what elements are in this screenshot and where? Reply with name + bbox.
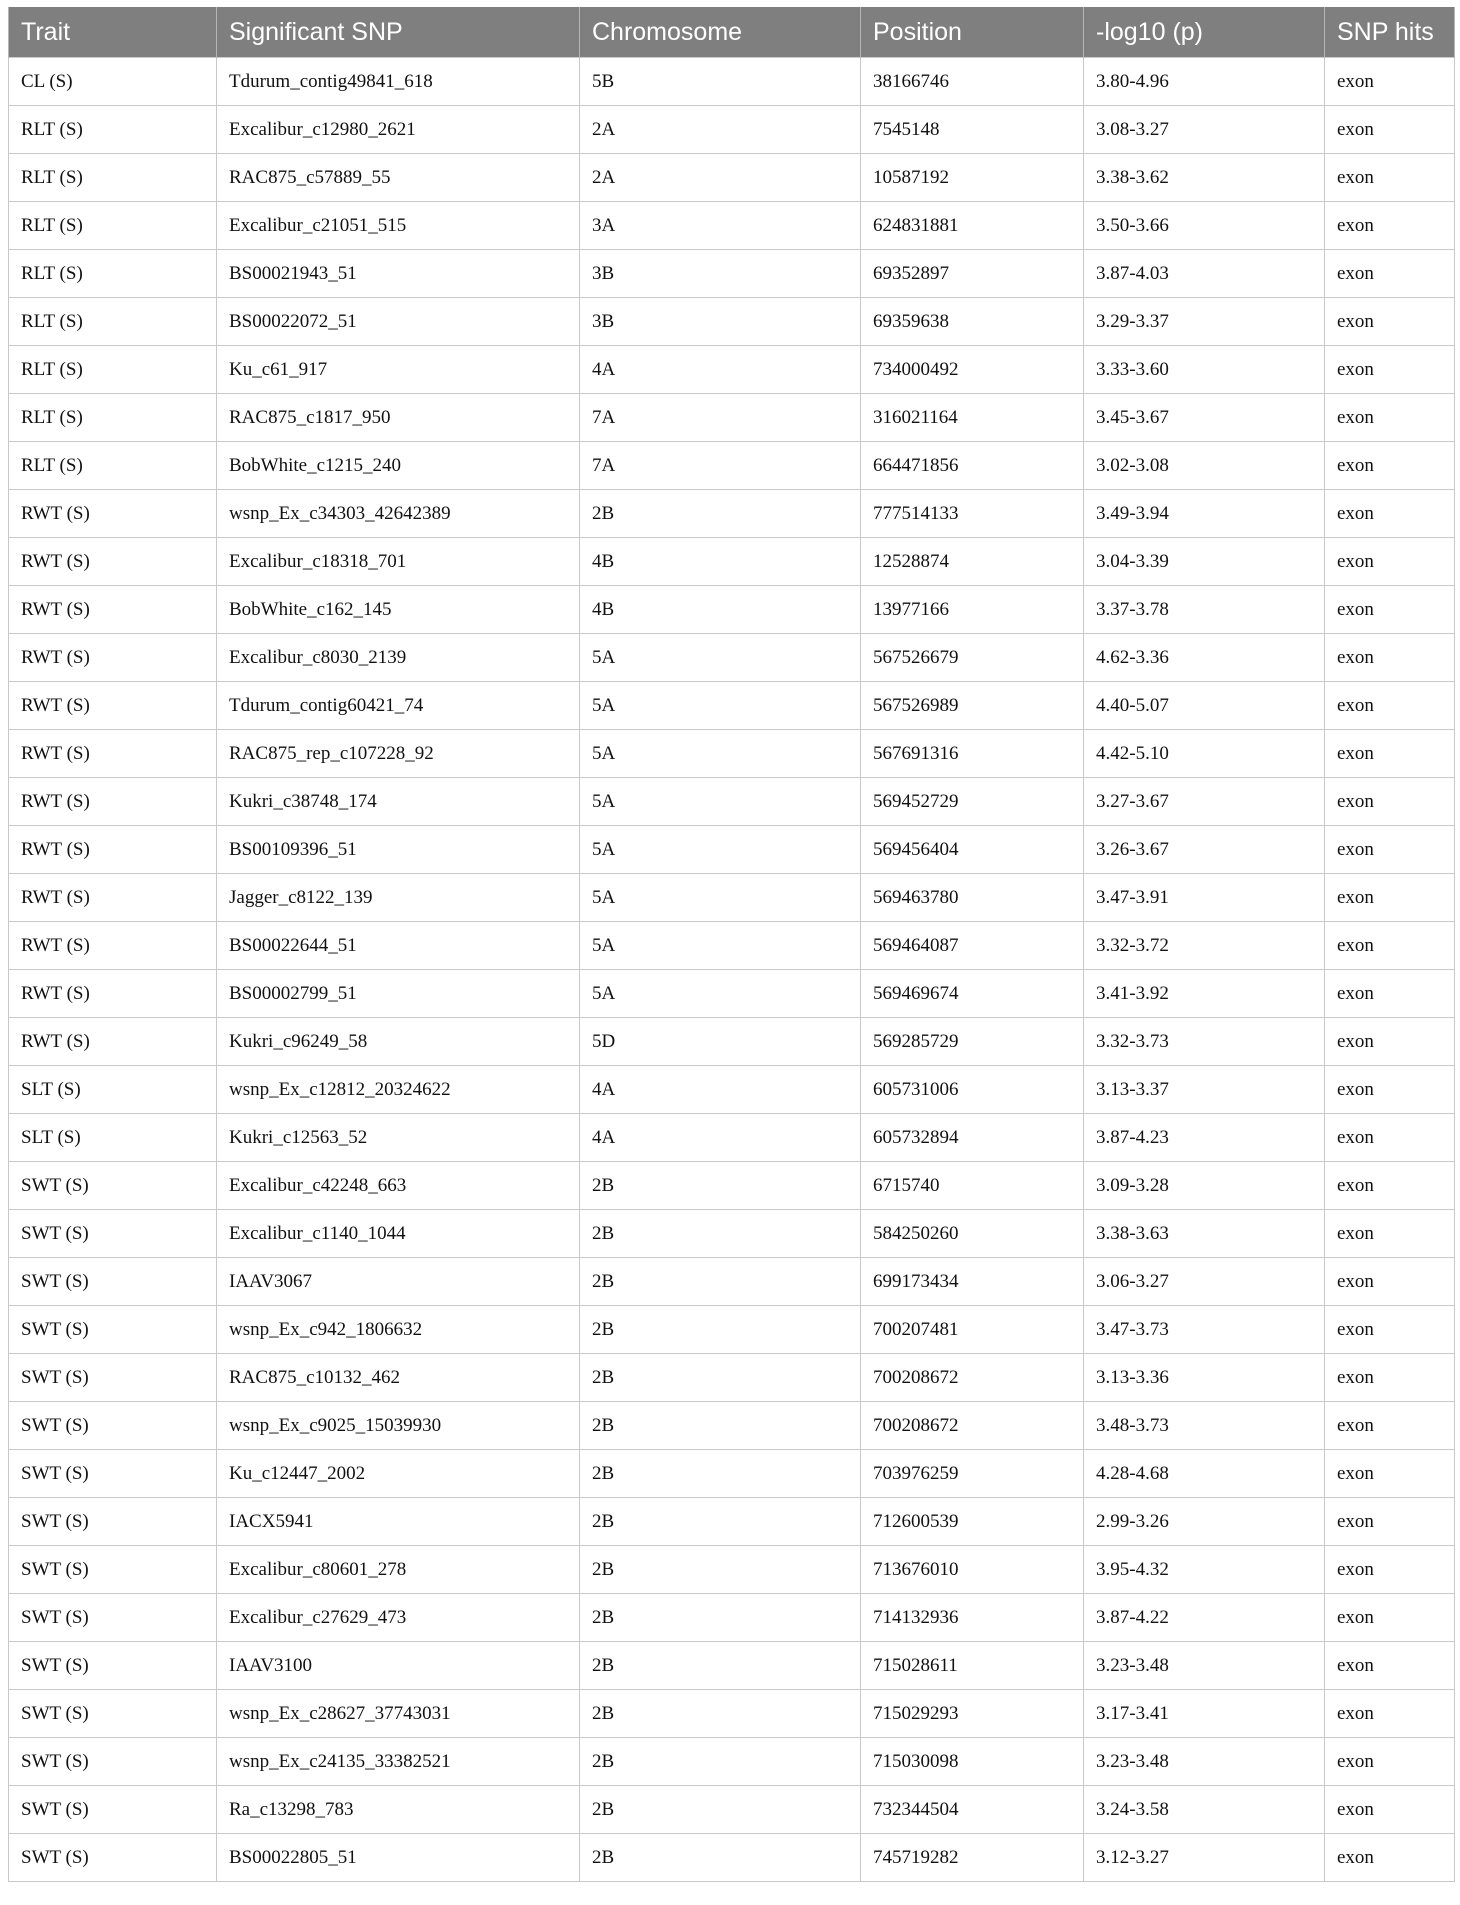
chromosome-cell: 5A [580,730,861,778]
trait-cell: RLT (S) [9,250,217,298]
table-row [9,1642,1455,1690]
table-row [9,634,1455,682]
log10p-cell: 3.32-3.73 [1084,1018,1325,1066]
chromosome-cell: 4A [580,346,861,394]
chromosome-cell: 2B [580,1738,861,1786]
trait-cell: RWT (S) [9,490,217,538]
chromosome-cell: 3B [580,298,861,346]
snp-cell: wsnp_Ex_c12812_20324622 [217,1066,580,1114]
log10p-cell: 3.80-4.96 [1084,58,1325,106]
table-row [9,1594,1455,1642]
position-cell: 569463780 [861,874,1084,922]
trait-cell: RLT (S) [9,346,217,394]
header-snp-hits: SNP hits [1325,7,1455,58]
log10p-cell: 3.47-3.91 [1084,874,1325,922]
log10p-cell: 3.87-4.03 [1084,250,1325,298]
position-cell: 605732894 [861,1114,1084,1162]
position-cell: 13977166 [861,586,1084,634]
snp-cell: Excalibur_c8030_2139 [217,634,580,682]
chromosome-cell: 5A [580,682,861,730]
snp-hits-cell: exon [1325,1450,1455,1498]
log10p-cell: 3.41-3.92 [1084,970,1325,1018]
log10p-cell: 3.50-3.66 [1084,202,1325,250]
snp-hits-cell: exon [1325,1690,1455,1738]
snp-cell: BS00002799_51 [217,970,580,1018]
chromosome-cell: 2B [580,1786,861,1834]
snp-cell: Jagger_c8122_139 [217,874,580,922]
chromosome-cell: 4A [580,1066,861,1114]
position-cell: 567526679 [861,634,1084,682]
snp-hits-cell: exon [1325,682,1455,730]
snp-hits-cell: exon [1325,58,1455,106]
position-cell: 569469674 [861,970,1084,1018]
snp-hits-cell: exon [1325,1498,1455,1546]
chromosome-cell: 2B [580,490,861,538]
position-cell: 569456404 [861,826,1084,874]
table-row [9,970,1455,1018]
trait-cell: RWT (S) [9,970,217,1018]
snp-hits-cell: exon [1325,442,1455,490]
header-row [9,7,1455,58]
position-cell: 69352897 [861,250,1084,298]
snp-cell: Kukri_c12563_52 [217,1114,580,1162]
trait-cell: SWT (S) [9,1690,217,1738]
log10p-cell: 3.37-3.78 [1084,586,1325,634]
snp-cell: wsnp_Ex_c28627_37743031 [217,1690,580,1738]
chromosome-cell: 5A [580,826,861,874]
log10p-cell: 3.26-3.67 [1084,826,1325,874]
snp-cell: BS00022644_51 [217,922,580,970]
position-cell: 700208672 [861,1402,1084,1450]
trait-cell: RWT (S) [9,634,217,682]
header-trait: Trait [9,7,217,58]
position-cell: 714132936 [861,1594,1084,1642]
position-cell: 700208672 [861,1354,1084,1402]
snp-cell: Ra_c13298_783 [217,1786,580,1834]
snp-cell: Tdurum_contig49841_618 [217,58,580,106]
position-cell: 699173434 [861,1258,1084,1306]
trait-cell: SLT (S) [9,1114,217,1162]
trait-cell: RWT (S) [9,778,217,826]
header-significant-snp: Significant SNP [217,7,580,58]
table-row [9,490,1455,538]
trait-cell: SWT (S) [9,1498,217,1546]
snp-cell: Kukri_c96249_58 [217,1018,580,1066]
snp-cell: BS00109396_51 [217,826,580,874]
log10p-cell: 3.49-3.94 [1084,490,1325,538]
log10p-cell: 3.12-3.27 [1084,1834,1325,1882]
chromosome-cell: 2B [580,1834,861,1882]
position-cell: 715028611 [861,1642,1084,1690]
chromosome-cell: 7A [580,442,861,490]
snp-hits-cell: exon [1325,202,1455,250]
log10p-cell: 3.29-3.37 [1084,298,1325,346]
table-row [9,1546,1455,1594]
snp-cell: BS00022805_51 [217,1834,580,1882]
snp-hits-cell: exon [1325,1354,1455,1402]
table-row [9,1354,1455,1402]
log10p-cell: 3.32-3.72 [1084,922,1325,970]
snp-cell: Excalibur_c21051_515 [217,202,580,250]
position-cell: 584250260 [861,1210,1084,1258]
snp-cell: Excalibur_c18318_701 [217,538,580,586]
trait-cell: RWT (S) [9,538,217,586]
table-row [9,1498,1455,1546]
log10p-cell: 3.13-3.37 [1084,1066,1325,1114]
chromosome-cell: 4B [580,586,861,634]
table-row [9,346,1455,394]
snp-hits-cell: exon [1325,1258,1455,1306]
table-row [9,778,1455,826]
snp-cell: Excalibur_c1140_1044 [217,1210,580,1258]
trait-cell: SWT (S) [9,1642,217,1690]
snp-cell: wsnp_Ex_c24135_33382521 [217,1738,580,1786]
chromosome-cell: 5B [580,58,861,106]
snp-cell: Excalibur_c12980_2621 [217,106,580,154]
log10p-cell: 3.09-3.28 [1084,1162,1325,1210]
position-cell: 12528874 [861,538,1084,586]
chromosome-cell: 2B [580,1594,861,1642]
trait-cell: CL (S) [9,58,217,106]
snp-cell: RAC875_c10132_462 [217,1354,580,1402]
chromosome-cell: 2B [580,1210,861,1258]
position-cell: 38166746 [861,58,1084,106]
trait-cell: SWT (S) [9,1306,217,1354]
snp-cell: Excalibur_c27629_473 [217,1594,580,1642]
snp-hits-cell: exon [1325,1786,1455,1834]
log10p-cell: 3.02-3.08 [1084,442,1325,490]
chromosome-cell: 2B [580,1402,861,1450]
chromosome-cell: 2B [580,1450,861,1498]
table-row [9,250,1455,298]
trait-cell: RLT (S) [9,298,217,346]
position-cell: 624831881 [861,202,1084,250]
chromosome-cell: 2A [580,106,861,154]
snp-cell: RAC875_c1817_950 [217,394,580,442]
position-cell: 700207481 [861,1306,1084,1354]
trait-cell: SWT (S) [9,1210,217,1258]
table-row [9,826,1455,874]
snp-hits-cell: exon [1325,106,1455,154]
snp-hits-cell: exon [1325,874,1455,922]
trait-cell: SWT (S) [9,1354,217,1402]
trait-cell: RWT (S) [9,682,217,730]
position-cell: 569452729 [861,778,1084,826]
snp-table [8,7,1455,1882]
chromosome-cell: 3B [580,250,861,298]
snp-cell: wsnp_Ex_c942_1806632 [217,1306,580,1354]
snp-hits-cell: exon [1325,922,1455,970]
position-cell: 316021164 [861,394,1084,442]
chromosome-cell: 2B [580,1354,861,1402]
snp-cell: Tdurum_contig60421_74 [217,682,580,730]
snp-hits-cell: exon [1325,346,1455,394]
chromosome-cell: 7A [580,394,861,442]
snp-hits-cell: exon [1325,778,1455,826]
log10p-cell: 3.17-3.41 [1084,1690,1325,1738]
snp-hits-cell: exon [1325,1066,1455,1114]
table-row [9,1258,1455,1306]
trait-cell: RLT (S) [9,394,217,442]
snp-cell: Excalibur_c80601_278 [217,1546,580,1594]
table-row [9,874,1455,922]
snp-cell: Ku_c61_917 [217,346,580,394]
log10p-cell: 3.27-3.67 [1084,778,1325,826]
table-row [9,1210,1455,1258]
log10p-cell: 3.23-3.48 [1084,1642,1325,1690]
snp-hits-cell: exon [1325,1738,1455,1786]
table-row [9,1786,1455,1834]
snp-cell: BobWhite_c162_145 [217,586,580,634]
snp-cell: Kukri_c38748_174 [217,778,580,826]
snp-hits-cell: exon [1325,1546,1455,1594]
snp-cell: RAC875_rep_c107228_92 [217,730,580,778]
table-row [9,1834,1455,1882]
chromosome-cell: 2B [580,1162,861,1210]
trait-cell: RWT (S) [9,874,217,922]
log10p-cell: 2.99-3.26 [1084,1498,1325,1546]
header-position: Position [861,7,1084,58]
snp-hits-cell: exon [1325,1402,1455,1450]
log10p-cell: 3.87-4.23 [1084,1114,1325,1162]
chromosome-cell: 5A [580,922,861,970]
snp-hits-cell: exon [1325,490,1455,538]
trait-cell: SWT (S) [9,1402,217,1450]
position-cell: 569464087 [861,922,1084,970]
position-cell: 664471856 [861,442,1084,490]
chromosome-cell: 2B [580,1690,861,1738]
position-cell: 712600539 [861,1498,1084,1546]
table-row [9,394,1455,442]
table-row [9,730,1455,778]
trait-cell: RWT (S) [9,922,217,970]
table-row [9,1018,1455,1066]
log10p-cell: 3.38-3.62 [1084,154,1325,202]
chromosome-cell: 5A [580,874,861,922]
log10p-cell: 4.28-4.68 [1084,1450,1325,1498]
table-row [9,538,1455,586]
position-cell: 567526989 [861,682,1084,730]
position-cell: 777514133 [861,490,1084,538]
position-cell: 69359638 [861,298,1084,346]
snp-hits-cell: exon [1325,250,1455,298]
position-cell: 6715740 [861,1162,1084,1210]
snp-cell: IAAV3067 [217,1258,580,1306]
chromosome-cell: 4A [580,1114,861,1162]
snp-cell: wsnp_Ex_c9025_15039930 [217,1402,580,1450]
snp-cell: Excalibur_c42248_663 [217,1162,580,1210]
position-cell: 567691316 [861,730,1084,778]
snp-hits-cell: exon [1325,1114,1455,1162]
chromosome-cell: 2B [580,1306,861,1354]
log10p-cell: 3.45-3.67 [1084,394,1325,442]
trait-cell: SWT (S) [9,1594,217,1642]
snp-cell: wsnp_Ex_c34303_42642389 [217,490,580,538]
trait-cell: RLT (S) [9,202,217,250]
table-row [9,298,1455,346]
trait-cell: RWT (S) [9,1018,217,1066]
snp-hits-cell: exon [1325,394,1455,442]
snp-hits-cell: exon [1325,1210,1455,1258]
trait-cell: RWT (S) [9,586,217,634]
table-row [9,1450,1455,1498]
log10p-cell: 3.06-3.27 [1084,1258,1325,1306]
table-row [9,1306,1455,1354]
snp-hits-cell: exon [1325,634,1455,682]
chromosome-cell: 2A [580,154,861,202]
table-row [9,202,1455,250]
snp-cell: IAAV3100 [217,1642,580,1690]
trait-cell: RLT (S) [9,106,217,154]
log10p-cell: 3.23-3.48 [1084,1738,1325,1786]
chromosome-cell: 5D [580,1018,861,1066]
trait-cell: RWT (S) [9,826,217,874]
position-cell: 715029293 [861,1690,1084,1738]
trait-cell: SWT (S) [9,1738,217,1786]
chromosome-cell: 5A [580,778,861,826]
chromosome-cell: 5A [580,970,861,1018]
table-row [9,58,1455,106]
snp-hits-cell: exon [1325,1594,1455,1642]
table-body [9,58,1455,1882]
trait-cell: SWT (S) [9,1450,217,1498]
snp-cell: BS00021943_51 [217,250,580,298]
log10p-cell: 3.95-4.32 [1084,1546,1325,1594]
trait-cell: SWT (S) [9,1162,217,1210]
table-row [9,1066,1455,1114]
trait-cell: SWT (S) [9,1834,217,1882]
trait-cell: SWT (S) [9,1786,217,1834]
table-row [9,154,1455,202]
trait-cell: RLT (S) [9,154,217,202]
position-cell: 605731006 [861,1066,1084,1114]
snp-hits-cell: exon [1325,1834,1455,1882]
position-cell: 745719282 [861,1834,1084,1882]
table-row [9,1162,1455,1210]
log10p-cell: 3.08-3.27 [1084,106,1325,154]
log10p-cell: 3.24-3.58 [1084,1786,1325,1834]
log10p-cell: 3.33-3.60 [1084,346,1325,394]
snp-hits-cell: exon [1325,1162,1455,1210]
position-cell: 703976259 [861,1450,1084,1498]
snp-hits-cell: exon [1325,154,1455,202]
table-row [9,682,1455,730]
table-row [9,106,1455,154]
chromosome-cell: 4B [580,538,861,586]
log10p-cell: 3.13-3.36 [1084,1354,1325,1402]
trait-cell: RLT (S) [9,442,217,490]
snp-cell: Ku_c12447_2002 [217,1450,580,1498]
snp-hits-cell: exon [1325,730,1455,778]
snp-hits-cell: exon [1325,1642,1455,1690]
chromosome-cell: 3A [580,202,861,250]
chromosome-cell: 2B [580,1642,861,1690]
position-cell: 715030098 [861,1738,1084,1786]
snp-hits-cell: exon [1325,538,1455,586]
snp-table-container [8,7,1454,1882]
snp-hits-cell: exon [1325,586,1455,634]
log10p-cell: 3.38-3.63 [1084,1210,1325,1258]
trait-cell: SLT (S) [9,1066,217,1114]
position-cell: 713676010 [861,1546,1084,1594]
chromosome-cell: 2B [580,1546,861,1594]
snp-cell: IACX5941 [217,1498,580,1546]
table-row [9,1738,1455,1786]
table-row [9,1114,1455,1162]
trait-cell: SWT (S) [9,1546,217,1594]
log10p-cell: 3.04-3.39 [1084,538,1325,586]
position-cell: 569285729 [861,1018,1084,1066]
snp-hits-cell: exon [1325,970,1455,1018]
log10p-cell: 3.48-3.73 [1084,1402,1325,1450]
position-cell: 732344504 [861,1786,1084,1834]
table-row [9,922,1455,970]
log10p-cell: 3.87-4.22 [1084,1594,1325,1642]
log10p-cell: 4.62-3.36 [1084,634,1325,682]
snp-hits-cell: exon [1325,1018,1455,1066]
table-row [9,586,1455,634]
position-cell: 7545148 [861,106,1084,154]
table-row [9,1402,1455,1450]
chromosome-cell: 5A [580,634,861,682]
snp-hits-cell: exon [1325,1306,1455,1354]
snp-cell: BS00022072_51 [217,298,580,346]
table-header [9,7,1455,58]
header-log10-p: -log10 (p) [1084,7,1325,58]
log10p-cell: 4.42-5.10 [1084,730,1325,778]
snp-hits-cell: exon [1325,826,1455,874]
log10p-cell: 4.40-5.07 [1084,682,1325,730]
table-row [9,442,1455,490]
snp-hits-cell: exon [1325,298,1455,346]
position-cell: 734000492 [861,346,1084,394]
snp-cell: RAC875_c57889_55 [217,154,580,202]
log10p-cell: 3.47-3.73 [1084,1306,1325,1354]
position-cell: 10587192 [861,154,1084,202]
chromosome-cell: 2B [580,1258,861,1306]
table-row [9,1690,1455,1738]
trait-cell: SWT (S) [9,1258,217,1306]
snp-cell: BobWhite_c1215_240 [217,442,580,490]
chromosome-cell: 2B [580,1498,861,1546]
header-chromosome: Chromosome [580,7,861,58]
trait-cell: RWT (S) [9,730,217,778]
